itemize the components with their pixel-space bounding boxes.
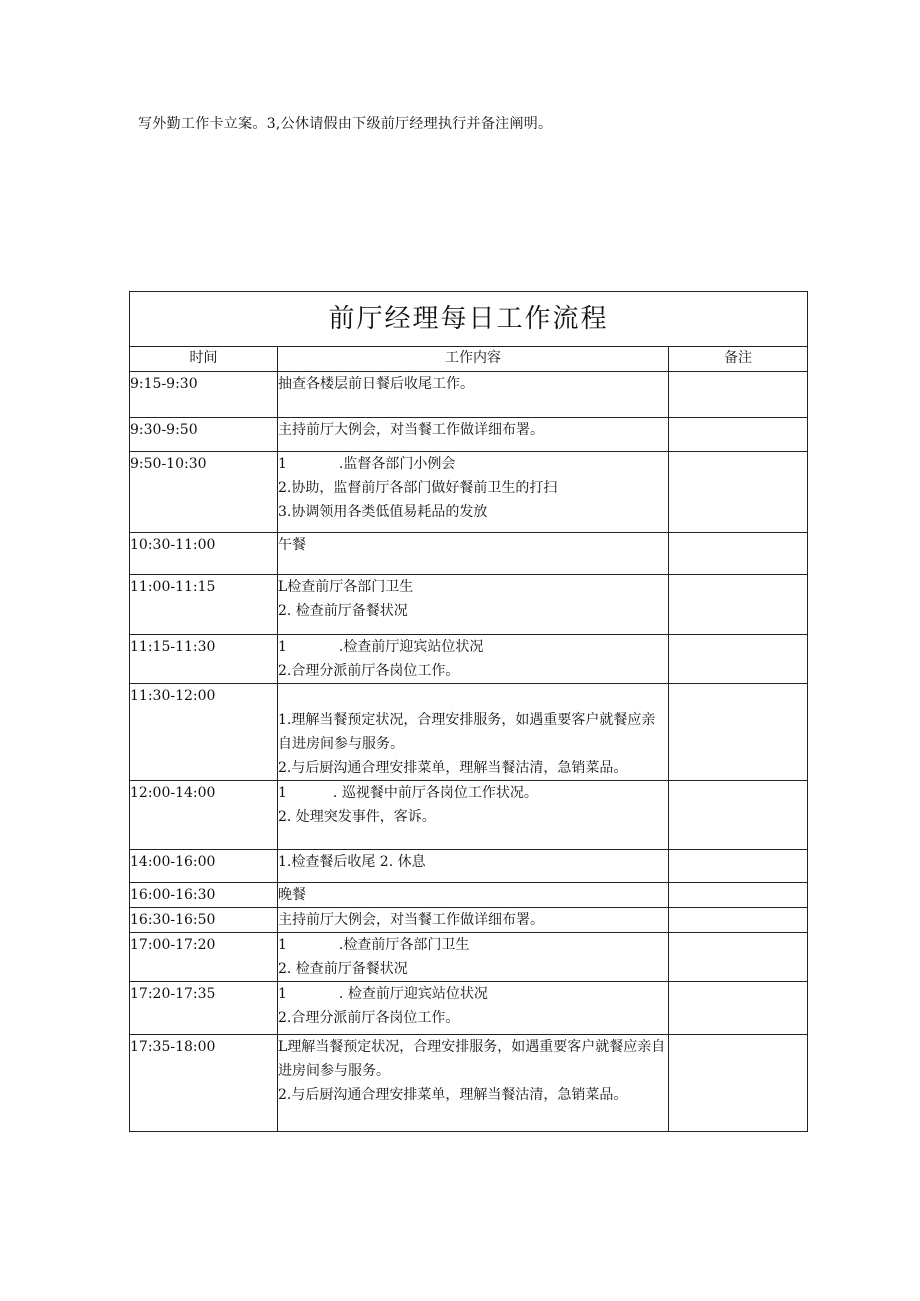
daily-workflow-table [129, 291, 808, 1132]
content-line: 晚餐 [278, 887, 306, 903]
remark-cell [669, 575, 808, 635]
time-cell: 11:00-11:15 [130, 575, 278, 635]
time-cell: 11:15-11:30 [130, 635, 278, 684]
intro-text: 写外勤工作卡立案。3,公休请假由下级前厅经理执行并备注阐明。 [138, 116, 553, 132]
content-line [278, 452, 668, 476]
content-line: 2. 处理突发事件，客诉。 [278, 809, 436, 825]
remark-cell [669, 781, 808, 850]
table-row [130, 908, 808, 933]
content-cell [278, 635, 669, 684]
remark-cell [669, 1035, 808, 1132]
time-cell: 17:00-17:20 [130, 933, 278, 982]
time-cell: 9:50-10:30 [130, 452, 278, 533]
table-row [130, 533, 808, 575]
time-cell: 12:00-14:00 [130, 781, 278, 850]
content-line [278, 781, 668, 805]
table-row [130, 635, 808, 684]
table-row [130, 372, 808, 418]
table-title: 前厅经理每日工作流程 [130, 292, 808, 347]
list-text: .检查前厅迎宾站位状况 [338, 639, 484, 655]
remark-cell [669, 533, 808, 575]
content-line: 2. 检查前厅备餐状况 [278, 603, 408, 619]
content-cell [278, 1035, 669, 1132]
header-content: 工作内容 [278, 347, 669, 372]
content-line: 3.协调领用各类低值易耗品的发放 [278, 504, 488, 520]
table-row [130, 850, 808, 883]
content-cell [278, 684, 669, 781]
content-cell [278, 883, 669, 908]
content-line: 1.检查餐后收尾 2. 休息 [278, 854, 426, 870]
remark-cell [669, 684, 808, 781]
remark-cell [669, 635, 808, 684]
time-cell: 16:00-16:30 [130, 883, 278, 908]
remark-cell [669, 908, 808, 933]
remark-cell [669, 982, 808, 1035]
table-row [130, 1035, 808, 1132]
time-cell: 9:15-9:30 [130, 372, 278, 418]
content-cell [278, 781, 669, 850]
content-cell [278, 908, 669, 933]
content-cell [278, 418, 669, 452]
header-time: 时间 [130, 347, 278, 372]
time-cell: 17:20-17:35 [130, 982, 278, 1035]
table-row [130, 982, 808, 1035]
content-line: 1.理解当餐预定状况，合理安排服务，如遇重要客户就餐应亲自进房间参与服务。 [278, 712, 656, 752]
time-cell: 14:00-16:00 [130, 850, 278, 883]
remark-cell [669, 372, 808, 418]
list-text: .检查前厅各部门卫生 [338, 937, 470, 953]
content-line: 主持前厅大例会，对当餐工作做详细布署。 [278, 422, 544, 438]
content-line: 午餐 [278, 537, 306, 553]
list-number: 1 [278, 937, 287, 953]
table-row [130, 418, 808, 452]
content-line [278, 982, 668, 1006]
remark-cell [669, 418, 808, 452]
table-row [130, 452, 808, 533]
table-row [130, 684, 808, 781]
content-cell [278, 850, 669, 883]
content-line: 2.合理分派前厅各岗位工作。 [278, 1010, 460, 1026]
content-line: 主持前厅大例会，对当餐工作做详细布署。 [278, 912, 544, 928]
remark-cell [669, 883, 808, 908]
table-row [130, 883, 808, 908]
content-cell [278, 575, 669, 635]
list-text: .监督各部门小例会 [338, 456, 456, 472]
time-cell: 11:30-12:00 [130, 684, 278, 781]
list-text: . 巡视餐中前厅各岗位工作状况。 [332, 785, 538, 801]
table-row [130, 781, 808, 850]
time-cell: 16:30-16:50 [130, 908, 278, 933]
content-cell [278, 372, 669, 418]
remark-cell [669, 452, 808, 533]
remark-cell [669, 850, 808, 883]
header-remark: 备注 [669, 347, 808, 372]
content-cell [278, 982, 669, 1035]
time-cell: 9:30-9:50 [130, 418, 278, 452]
content-line: 2. 检查前厅备餐状况 [278, 961, 408, 977]
content-line: L检查前厅各部门卫生 [278, 579, 414, 595]
list-number: 1 [278, 456, 287, 472]
time-cell: 10:30-11:00 [130, 533, 278, 575]
content-line [278, 933, 668, 957]
content-line [278, 635, 668, 659]
content-cell [278, 933, 669, 982]
content-line: 2.合理分派前厅各岗位工作。 [278, 663, 460, 679]
list-number: 1 [278, 639, 287, 655]
content-cell [278, 533, 669, 575]
table-row [130, 575, 808, 635]
remark-cell [669, 933, 808, 982]
table-row [130, 933, 808, 982]
content-cell [278, 452, 669, 533]
content-line: 2.与后厨沟通合理安排菜单，理解当餐沽清，急销菜品。 [278, 1087, 628, 1103]
list-number: 1 [278, 785, 287, 801]
list-number: 1 [278, 986, 287, 1002]
list-text: . 检查前厅迎宾站位状况 [338, 986, 488, 1002]
content-line: 2.与后厨沟通合理安排菜单，理解当餐沽清，急销菜品。 [278, 760, 628, 776]
time-cell: 17:35-18:00 [130, 1035, 278, 1132]
content-line: L理解当餐预定状况，合理安排服务，如遇重要客户就餐应亲自进房间参与服务。 [278, 1039, 666, 1079]
content-line: 2.协助，监督前厅各部门做好餐前卫生的打扫 [278, 480, 558, 496]
content-line: 抽查各楼层前日餐后收尾工作。 [278, 376, 474, 392]
